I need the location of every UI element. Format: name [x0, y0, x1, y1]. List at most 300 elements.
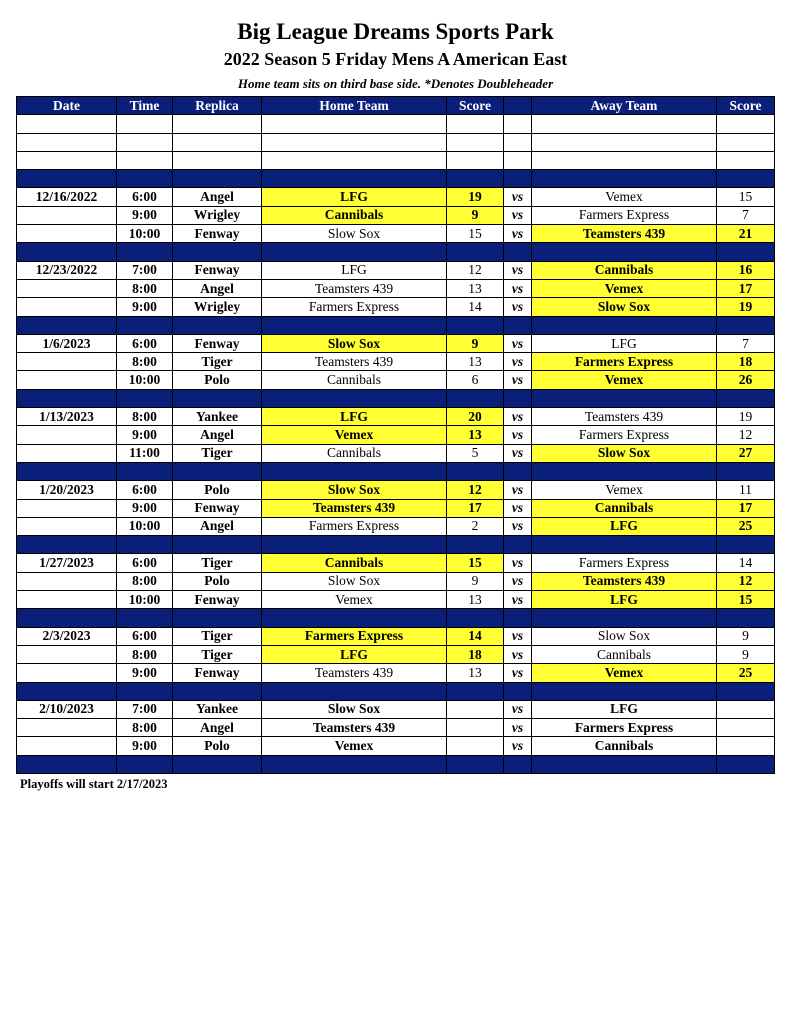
separator-cell — [532, 170, 717, 188]
game-time: 8:00 — [117, 353, 173, 371]
separator-cell — [447, 536, 504, 554]
game-replica: Tiger — [173, 554, 262, 572]
vs-label: vs — [504, 481, 532, 499]
game-time: 6:00 — [117, 554, 173, 572]
away-score — [717, 719, 775, 737]
separator-cell — [504, 170, 532, 188]
game-time: 7:00 — [117, 261, 173, 279]
home-team: Teamsters 439 — [262, 664, 447, 682]
schedule-note: Home team sits on third base side. *Denotes Doubleheader — [237, 76, 554, 91]
home-team: Cannibals — [262, 371, 447, 389]
vs-label: vs — [504, 719, 532, 737]
game-time: 6:00 — [117, 627, 173, 645]
game-replica: Polo — [173, 737, 262, 755]
separator-cell — [117, 170, 173, 188]
separator-cell — [262, 462, 447, 480]
game-row — [17, 591, 775, 609]
away-score: 7 — [717, 334, 775, 352]
game-date: 1/13/2023 — [17, 408, 117, 426]
game-row — [17, 481, 775, 499]
game-row — [17, 499, 775, 517]
game-replica: Polo — [173, 481, 262, 499]
away-team: Slow Sox — [532, 298, 717, 316]
game-replica: Angel — [173, 719, 262, 737]
home-score: 9 — [447, 206, 504, 224]
game-time: 8:00 — [117, 645, 173, 663]
game-time: 6:00 — [117, 481, 173, 499]
separator-cell — [262, 389, 447, 407]
game-replica: Fenway — [173, 225, 262, 243]
game-time: 9:00 — [117, 664, 173, 682]
separator-cell — [117, 536, 173, 554]
vs-label: vs — [504, 261, 532, 279]
game-time: 7:00 — [117, 700, 173, 718]
game-time: 11:00 — [117, 444, 173, 462]
vs-label: vs — [504, 444, 532, 462]
game-date — [17, 206, 117, 224]
separator-cell — [447, 462, 504, 480]
game-row — [17, 517, 775, 535]
vs-label: vs — [504, 279, 532, 297]
game-row — [17, 188, 775, 206]
vs-label: vs — [504, 700, 532, 718]
game-date — [17, 664, 117, 682]
away-team: Farmers Express — [532, 426, 717, 444]
home-team: Teamsters 439 — [262, 353, 447, 371]
away-team: Teamsters 439 — [532, 572, 717, 590]
col-header-vs — [504, 97, 532, 115]
vs-label: vs — [504, 591, 532, 609]
blank-cell — [447, 151, 504, 169]
separator-cell — [532, 536, 717, 554]
blank-cell — [173, 115, 262, 133]
blank-cell — [262, 133, 447, 151]
blank-cell — [17, 115, 117, 133]
home-team: LFG — [262, 188, 447, 206]
separator-cell — [447, 682, 504, 700]
game-replica: Fenway — [173, 334, 262, 352]
away-team: Teamsters 439 — [532, 225, 717, 243]
vs-label: vs — [504, 371, 532, 389]
away-score: 9 — [717, 645, 775, 663]
home-score: 17 — [447, 499, 504, 517]
away-score: 15 — [717, 188, 775, 206]
away-score: 17 — [717, 499, 775, 517]
blank-cell — [117, 115, 173, 133]
game-date — [17, 517, 117, 535]
home-score: 15 — [447, 225, 504, 243]
separator-cell — [117, 755, 173, 773]
game-replica: Tiger — [173, 627, 262, 645]
home-team: LFG — [262, 645, 447, 663]
separator-cell — [504, 609, 532, 627]
game-row — [17, 719, 775, 737]
home-team: Farmers Express — [262, 517, 447, 535]
game-date — [17, 371, 117, 389]
game-replica: Angel — [173, 188, 262, 206]
separator-row — [17, 389, 775, 407]
game-replica: Polo — [173, 371, 262, 389]
blank-cell — [717, 151, 775, 169]
separator-cell — [447, 389, 504, 407]
col-header-time: Time — [117, 97, 173, 115]
separator-cell — [717, 609, 775, 627]
game-row — [17, 225, 775, 243]
away-team: Farmers Express — [532, 353, 717, 371]
blank-cell — [532, 115, 717, 133]
schedule-table — [16, 96, 775, 774]
separator-cell — [117, 462, 173, 480]
game-row — [17, 572, 775, 590]
separator-cell — [17, 170, 117, 188]
separator-row — [17, 536, 775, 554]
separator-cell — [717, 170, 775, 188]
game-replica: Yankee — [173, 408, 262, 426]
away-score: 26 — [717, 371, 775, 389]
separator-cell — [447, 316, 504, 334]
away-team: Vemex — [532, 664, 717, 682]
game-replica: Polo — [173, 572, 262, 590]
home-score: 12 — [447, 481, 504, 499]
separator-cell — [173, 316, 262, 334]
separator-cell — [717, 389, 775, 407]
vs-label: vs — [504, 664, 532, 682]
separator-cell — [532, 243, 717, 261]
game-row — [17, 426, 775, 444]
blank-cell — [262, 115, 447, 133]
game-time: 10:00 — [117, 371, 173, 389]
schedule-body — [17, 115, 775, 774]
game-date: 1/6/2023 — [17, 334, 117, 352]
footer-note: Playoffs will start 2/17/2023 — [20, 777, 168, 791]
away-score: 14 — [717, 554, 775, 572]
separator-row — [17, 316, 775, 334]
game-replica: Wrigley — [173, 206, 262, 224]
game-time: 8:00 — [117, 572, 173, 590]
away-team: LFG — [532, 517, 717, 535]
separator-cell — [17, 609, 117, 627]
game-date — [17, 426, 117, 444]
vs-label: vs — [504, 499, 532, 517]
home-score: 15 — [447, 554, 504, 572]
game-replica: Tiger — [173, 353, 262, 371]
separator-cell — [717, 316, 775, 334]
game-row — [17, 371, 775, 389]
vs-label: vs — [504, 353, 532, 371]
home-team: Slow Sox — [262, 225, 447, 243]
away-score: 25 — [717, 517, 775, 535]
blank-cell — [504, 115, 532, 133]
blank-cell — [173, 133, 262, 151]
vs-label: vs — [504, 334, 532, 352]
separator-cell — [532, 389, 717, 407]
blank-row — [17, 133, 775, 151]
separator-cell — [262, 243, 447, 261]
game-date — [17, 444, 117, 462]
home-score — [447, 719, 504, 737]
separator-row — [17, 462, 775, 480]
separator-cell — [447, 170, 504, 188]
separator-cell — [447, 243, 504, 261]
home-team: LFG — [262, 261, 447, 279]
separator-cell — [717, 682, 775, 700]
game-row — [17, 334, 775, 352]
game-date: 2/10/2023 — [17, 700, 117, 718]
home-score — [447, 737, 504, 755]
home-score: 13 — [447, 426, 504, 444]
away-score: 18 — [717, 353, 775, 371]
game-replica: Tiger — [173, 645, 262, 663]
away-score — [717, 737, 775, 755]
game-date — [17, 645, 117, 663]
separator-cell — [717, 536, 775, 554]
home-score: 13 — [447, 279, 504, 297]
separator-cell — [173, 243, 262, 261]
home-score — [447, 700, 504, 718]
home-team: Farmers Express — [262, 298, 447, 316]
blank-cell — [504, 151, 532, 169]
game-date — [17, 225, 117, 243]
away-score: 27 — [717, 444, 775, 462]
game-date — [17, 719, 117, 737]
page-subtitle: 2022 Season 5 Friday Mens A American East — [223, 49, 568, 69]
separator-cell — [504, 682, 532, 700]
home-team: Cannibals — [262, 554, 447, 572]
separator-cell — [17, 682, 117, 700]
separator-cell — [117, 389, 173, 407]
game-replica: Fenway — [173, 261, 262, 279]
game-date — [17, 591, 117, 609]
home-team: Cannibals — [262, 206, 447, 224]
separator-cell — [17, 316, 117, 334]
vs-label: vs — [504, 572, 532, 590]
away-score: 7 — [717, 206, 775, 224]
home-team: Slow Sox — [262, 481, 447, 499]
game-row — [17, 664, 775, 682]
blank-cell — [717, 115, 775, 133]
away-score: 12 — [717, 572, 775, 590]
game-row — [17, 298, 775, 316]
game-row — [17, 700, 775, 718]
away-score: 15 — [717, 591, 775, 609]
game-date: 12/16/2022 — [17, 188, 117, 206]
game-date: 2/3/2023 — [17, 627, 117, 645]
separator-cell — [17, 243, 117, 261]
separator-cell — [17, 462, 117, 480]
game-row — [17, 554, 775, 572]
blank-row — [17, 151, 775, 169]
separator-row — [17, 170, 775, 188]
home-score: 9 — [447, 572, 504, 590]
separator-cell — [504, 243, 532, 261]
game-row — [17, 627, 775, 645]
separator-cell — [173, 536, 262, 554]
home-score: 14 — [447, 298, 504, 316]
away-team: Cannibals — [532, 645, 717, 663]
separator-cell — [504, 389, 532, 407]
game-time: 8:00 — [117, 279, 173, 297]
game-date — [17, 737, 117, 755]
separator-cell — [117, 243, 173, 261]
separator-cell — [504, 462, 532, 480]
vs-label: vs — [504, 298, 532, 316]
away-team: LFG — [532, 591, 717, 609]
away-score — [717, 700, 775, 718]
separator-cell — [117, 316, 173, 334]
home-team: Teamsters 439 — [262, 499, 447, 517]
home-team: Slow Sox — [262, 572, 447, 590]
away-team: Vemex — [532, 371, 717, 389]
separator-cell — [504, 755, 532, 773]
separator-cell — [17, 755, 117, 773]
home-team: Vemex — [262, 737, 447, 755]
away-score: 12 — [717, 426, 775, 444]
game-date — [17, 499, 117, 517]
home-score: 12 — [447, 261, 504, 279]
away-team: Cannibals — [532, 261, 717, 279]
separator-cell — [173, 389, 262, 407]
separator-cell — [717, 755, 775, 773]
game-replica: Fenway — [173, 664, 262, 682]
away-team: Teamsters 439 — [532, 408, 717, 426]
game-replica: Yankee — [173, 700, 262, 718]
separator-cell — [173, 462, 262, 480]
separator-cell — [532, 609, 717, 627]
home-score: 19 — [447, 188, 504, 206]
home-team: Teamsters 439 — [262, 719, 447, 737]
game-time: 9:00 — [117, 298, 173, 316]
separator-cell — [504, 536, 532, 554]
separator-cell — [117, 682, 173, 700]
away-team: Cannibals — [532, 499, 717, 517]
separator-cell — [117, 609, 173, 627]
game-time: 8:00 — [117, 408, 173, 426]
col-header-away-team: Away Team — [532, 97, 717, 115]
away-team: Vemex — [532, 279, 717, 297]
game-row — [17, 206, 775, 224]
home-score: 20 — [447, 408, 504, 426]
home-score: 13 — [447, 664, 504, 682]
game-row — [17, 737, 775, 755]
separator-cell — [262, 536, 447, 554]
vs-label: vs — [504, 554, 532, 572]
away-score: 19 — [717, 408, 775, 426]
blank-cell — [717, 133, 775, 151]
home-team: Vemex — [262, 426, 447, 444]
vs-label: vs — [504, 225, 532, 243]
separator-cell — [17, 536, 117, 554]
away-team: Farmers Express — [532, 719, 717, 737]
separator-cell — [717, 243, 775, 261]
home-score: 2 — [447, 517, 504, 535]
away-score: 25 — [717, 664, 775, 682]
game-row — [17, 645, 775, 663]
game-replica: Angel — [173, 517, 262, 535]
blank-row — [17, 115, 775, 133]
game-row — [17, 261, 775, 279]
game-row — [17, 353, 775, 371]
vs-label: vs — [504, 517, 532, 535]
game-date — [17, 572, 117, 590]
col-header-away-score: Score — [717, 97, 775, 115]
separator-cell — [173, 755, 262, 773]
game-time: 10:00 — [117, 591, 173, 609]
blank-cell — [173, 151, 262, 169]
away-team: Slow Sox — [532, 627, 717, 645]
game-time: 10:00 — [117, 517, 173, 535]
separator-cell — [504, 316, 532, 334]
col-header-home-score: Score — [447, 97, 504, 115]
separator-cell — [717, 462, 775, 480]
separator-cell — [262, 609, 447, 627]
home-team: Slow Sox — [262, 700, 447, 718]
game-date: 1/27/2023 — [17, 554, 117, 572]
separator-cell — [173, 609, 262, 627]
home-score: 18 — [447, 645, 504, 663]
separator-row — [17, 755, 775, 773]
blank-cell — [532, 151, 717, 169]
game-date — [17, 279, 117, 297]
blank-cell — [117, 151, 173, 169]
home-score: 14 — [447, 627, 504, 645]
home-team: Teamsters 439 — [262, 279, 447, 297]
away-team: LFG — [532, 700, 717, 718]
away-score: 17 — [717, 279, 775, 297]
header-row — [17, 97, 775, 115]
blank-cell — [117, 133, 173, 151]
game-row — [17, 279, 775, 297]
separator-cell — [173, 170, 262, 188]
separator-cell — [532, 462, 717, 480]
home-score: 13 — [447, 353, 504, 371]
blank-cell — [504, 133, 532, 151]
separator-cell — [532, 755, 717, 773]
col-header-home-team: Home Team — [262, 97, 447, 115]
away-score: 19 — [717, 298, 775, 316]
vs-label: vs — [504, 426, 532, 444]
home-team: LFG — [262, 408, 447, 426]
separator-cell — [17, 389, 117, 407]
game-replica: Wrigley — [173, 298, 262, 316]
game-row — [17, 444, 775, 462]
away-score: 9 — [717, 627, 775, 645]
game-time: 9:00 — [117, 737, 173, 755]
away-team: Cannibals — [532, 737, 717, 755]
separator-row — [17, 682, 775, 700]
vs-label: vs — [504, 206, 532, 224]
separator-cell — [262, 755, 447, 773]
game-row — [17, 408, 775, 426]
game-time: 9:00 — [117, 499, 173, 517]
away-team: Farmers Express — [532, 554, 717, 572]
blank-cell — [447, 133, 504, 151]
away-score: 21 — [717, 225, 775, 243]
game-time: 9:00 — [117, 206, 173, 224]
away-team: Farmers Express — [532, 206, 717, 224]
separator-row — [17, 609, 775, 627]
separator-cell — [262, 170, 447, 188]
away-team: LFG — [532, 334, 717, 352]
blank-cell — [17, 133, 117, 151]
col-header-replica: Replica — [173, 97, 262, 115]
blank-cell — [447, 115, 504, 133]
home-team: Vemex — [262, 591, 447, 609]
blank-cell — [532, 133, 717, 151]
vs-label: vs — [504, 645, 532, 663]
separator-cell — [532, 316, 717, 334]
game-replica: Tiger — [173, 444, 262, 462]
home-team: Slow Sox — [262, 334, 447, 352]
